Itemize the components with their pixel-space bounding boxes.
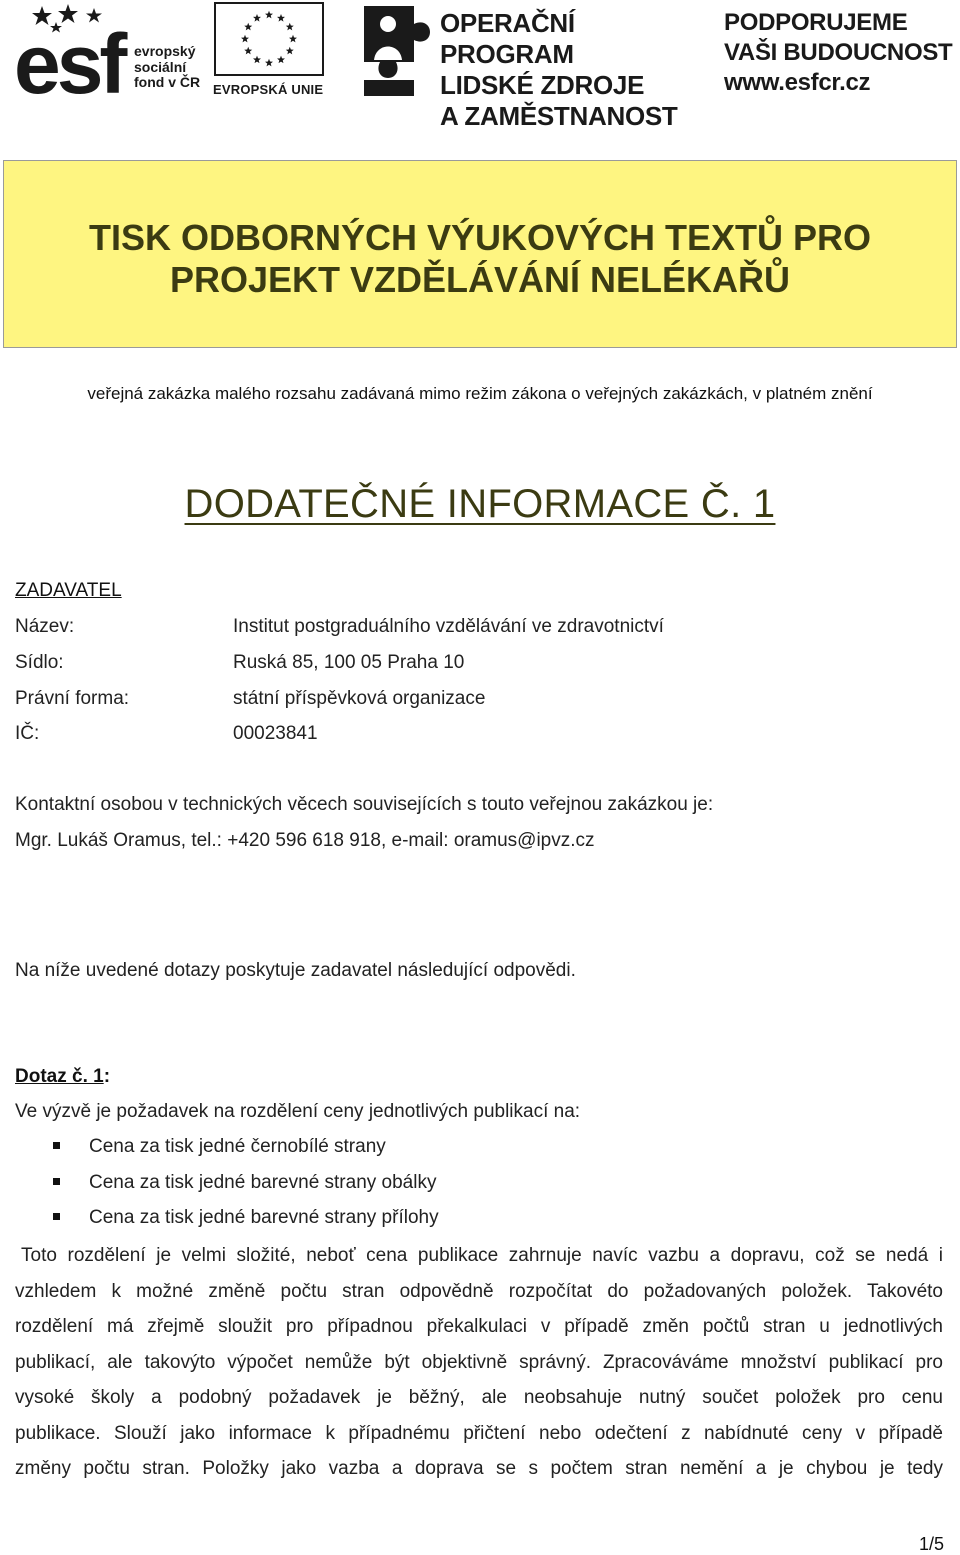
paragraph-line: publikace. Slouží jako informace k případnému přičtení nebo odečtení z nabídnuté ceny v případě [15, 1422, 943, 1444]
op-title-line: A ZAMĚSTNANOST [440, 101, 678, 131]
eu-flag-icon [214, 2, 324, 76]
document-title [4, 217, 956, 301]
bullet-square-icon [53, 1213, 60, 1220]
bullet-square-icon [53, 1178, 60, 1185]
eu-star-icon [253, 56, 261, 64]
list-item-text: Cena za tisk jedné barevné strany přílohy [89, 1207, 439, 1228]
eu-star-icon [265, 59, 273, 67]
op-title-line: LIDSKÉ ZDROJE [440, 70, 645, 100]
eu-star-icon [286, 23, 294, 31]
list-item-text: Cena za tisk jedné černobílé strany [89, 1136, 386, 1157]
list-item [53, 1136, 439, 1172]
question-heading [15, 1066, 110, 1088]
eu-star-icon [277, 14, 285, 22]
logo-header [0, 0, 960, 131]
field-value: státní příspěvková organizace [233, 688, 486, 709]
field-value: 00023841 [233, 723, 318, 744]
field-value: Institut postgraduálního vzdělávání ve zdravotnictví [233, 616, 664, 637]
esf-caption-line: fond v ČR [134, 74, 201, 90]
paragraph-line: publikací, ale takovýto výpočet nemůže být objektivně správný. Zpracováváme množství publikací pro [15, 1351, 943, 1373]
slogan [724, 8, 952, 98]
answer-paragraph [15, 1238, 943, 1487]
field-label: Sídlo: [15, 652, 64, 673]
esf-caption-line: sociální [134, 58, 187, 75]
list-item [53, 1172, 439, 1208]
field-label: IČ: [15, 723, 40, 744]
title-line: TISK ODBORNÝCH VÝUKOVÝCH TEXTŮ PRO [88, 217, 872, 258]
field-label: Název: [15, 616, 75, 637]
eu-star-icon [265, 11, 273, 19]
contact-intro: Kontaktní osobou v technických věcech souvisejících s touto veřejnou zakázkou je: [15, 794, 714, 815]
op-title-line: OPERAČNÍ PROGRAM [440, 8, 575, 69]
contact-person: Mgr. Lukáš Oramus, tel.: +420 596 618 918, e-mail: oramus@ipvz.cz [15, 830, 595, 851]
esf-caption [134, 44, 200, 91]
eu-caption: EVROPSKÁ UNIE [213, 82, 324, 97]
paragraph-line: změny počtu stran. Položky jako vazba a doprava se s počtem stran nemění a je chybou je tedy [15, 1458, 943, 1479]
page-number: 1/5 [918, 1534, 944, 1554]
esf-logo-letters: esf [14, 17, 124, 111]
paragraph-line: rozdělení má zřejmě sloužit pro případnou překalkulaci v případě změn počtů stran u jednotlivých [15, 1316, 943, 1337]
bullet-square-icon [53, 1142, 60, 1149]
field-value: Ruská 85, 100 05 Praha 10 [233, 652, 465, 673]
eu-star-icon [253, 14, 261, 22]
slogan-url[interactable]: www.esfcr.cz [724, 69, 871, 96]
eu-star-icon [244, 47, 252, 55]
paragraph-line: Toto rozdělení je velmi složité, neboť cena publikace zahrnuje navíc vazbu a dopravu, což se nedá i [21, 1245, 943, 1266]
op-logo [362, 2, 692, 131]
eu-star-icon [241, 35, 249, 43]
title-box [3, 160, 957, 348]
field-label: Právní forma: [15, 688, 130, 709]
eu-star-icon [244, 23, 252, 31]
question-items [53, 1136, 439, 1243]
op-title [440, 8, 692, 132]
doc-heading: DODATEČNÉ INFORMACE Č. 1 [184, 482, 776, 526]
zadavatel-heading: ZADAVATEL [15, 580, 122, 601]
answers-intro: Na níže uvedené dotazy poskytuje zadavatel následující odpovědi. [15, 960, 576, 981]
question-lead: Ve výzvě je požadavek na rozdělení ceny jednotlivých publikací na: [15, 1101, 581, 1122]
esf-logo [14, 4, 204, 111]
slogan-line: VAŠI BUDOUCNOST [724, 39, 953, 66]
paragraph-line: vysoké školy a podobný požadavek je běžný, ale neobsahuje nutný součet položek pro cenu [15, 1387, 943, 1408]
esf-caption-line: evropský [134, 43, 196, 59]
eu-logo [213, 2, 333, 102]
question-heading-text: Dotaz č. 1 [15, 1066, 104, 1087]
eu-star-icon [289, 35, 297, 43]
paragraph-line: vzhledem k možné změně počtu stran odpovědně rozpočítat do požadovaných položek. Takovéto [15, 1280, 943, 1302]
eu-star-icon [277, 56, 285, 64]
eu-star-icon [286, 47, 294, 55]
list-item-text: Cena za tisk jedné barevné strany obálky [89, 1171, 437, 1193]
slogan-line: PODPORUJEME [724, 9, 908, 36]
question-heading-colon: : [103, 1066, 111, 1087]
puzzle-person-icon [362, 2, 432, 98]
subtitle: veřejná zakázka malého rozsahu zadávaná mimo režim zákona o veřejných zakázkách, v platném znění [87, 384, 873, 403]
title-line: PROJEKT VZDĚLÁVÁNÍ NELÉKAŘŮ [169, 259, 791, 300]
